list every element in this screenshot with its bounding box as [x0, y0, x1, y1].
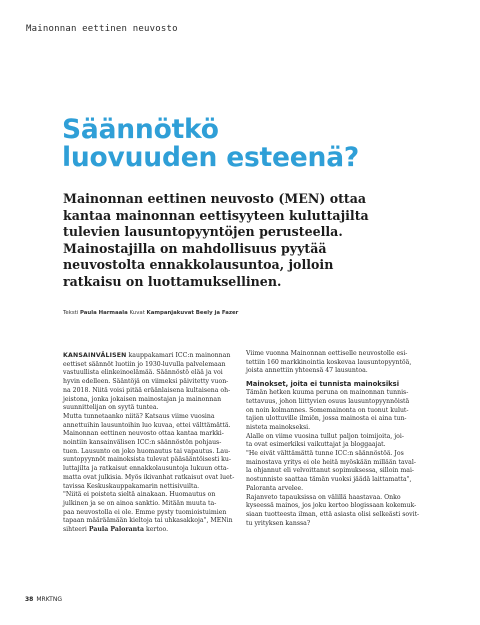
article-headline [62, 116, 442, 172]
body-line: nisteta mainokseksi. [246, 423, 311, 431]
body-line: suunnittelijan on syytä tuntea. [63, 404, 159, 412]
lead-line: neuvostolta ennakkolausuntoa, jolloin [63, 257, 334, 272]
body-line: Tämän hetken kuuma peruna on mainonnan tunnis- [246, 389, 409, 397]
quoted-person-name: Paula Paloranta [88, 526, 144, 534]
body-line: on noin kolmannes. Somemainonta on tuonut kulut- [246, 406, 409, 414]
body-line: Rajanveto tapauksissa on välillä haastavaa. Onko [246, 493, 401, 501]
body-line: vastuullista elinkeinoelämää. Säännöstö elää ja voi [63, 369, 223, 377]
credits-text-label: Teksti [63, 310, 79, 316]
body-line: jeistona, jonka jokaisen mainostajan ja mainonnan [63, 395, 222, 403]
body-line: siaan tuotteesta ilman, että asiasta olisi selkeästi sovit- [246, 510, 420, 518]
body-line: joista annettiin yhteensä 47 lausuntoa. [246, 367, 368, 375]
lead-line: kantaa mainonnan eettisyyteen kuluttajilta [63, 207, 369, 223]
body-line: matta ovat julkisia. Myös ikivanhat ratkaisut ovat luet- [63, 473, 235, 481]
body-line: Mutta tunnetaanko niitä? Katsaus viime vuosina [63, 412, 215, 420]
body-line: hyvin edelleen. Sääntöjä on viimeksi päivitetty vuon- [63, 378, 229, 386]
lead-line: Mainostajilla on mahdollisuus pyytää [63, 240, 327, 256]
body-line: julkinen ja se on ainoa sanktio. Mitään muuta ta- [63, 499, 217, 507]
body-line: paa neuvostolla ei ole. Emme pysty tuomioistuimien [63, 508, 227, 516]
body-line: Paloranta arvelee. [246, 484, 304, 492]
headline-line-2: luovuuden esteenä? [62, 142, 360, 173]
body-line: tapaan määräämään kieltoja tai uhkasakkoja", MENin [63, 517, 233, 525]
body-line: tettiin 160 markkinointia koskevaa lausuntopyyntöä, [246, 358, 412, 366]
page-number: 38 [25, 596, 34, 603]
article-lead [63, 191, 423, 290]
body-line: na 2018. Niitä voisi pitää eräänlaisena kultaisena oh- [63, 386, 231, 394]
page-folio [25, 596, 62, 603]
left-column [63, 352, 238, 535]
body-line: luttajilta ja ratkaisut ennakkolausuntoja lukuun otta- [63, 465, 229, 473]
body-line: eettiset säännöt luotiin jo 1930-luvulla palvelemaan [63, 360, 226, 368]
credits-author: Paula Harmaala [79, 310, 128, 316]
body-line: suntopyynnöt mainoksista tulevat pääsääntöisesti ku- [63, 456, 232, 464]
headline-line-1: Säännötkö [62, 114, 219, 145]
lead-line: ratkaisu on luottamuksellinen. [63, 273, 282, 289]
subheading: Mainokset, joita ei tunnista mainoksiksi [246, 380, 400, 389]
body-line: Mainonnan eettinen neuvosto ottaa kantaa markki- [63, 430, 224, 438]
article-credits [63, 310, 238, 316]
body-line: mainostava yritys ei ole heitä myöskään millään taval- [246, 458, 416, 466]
body-line: la ohjannut eli velvoittanut sopimuksessa, silloin mai- [246, 467, 415, 475]
body-line: tettavuus, johon liittyvien osuus lausuntopyynnöistä [246, 397, 410, 405]
body-line [63, 526, 238, 535]
first-line-rest: kauppakamari ICC:n mainonnan [126, 352, 231, 359]
lead-line: tulevien lausuntopyyntöjen perusteella. [63, 224, 343, 239]
body-line: nostunniste saattaa tämän vuoksi jäädä laittamatta", [246, 476, 412, 484]
magazine-name: MRKTNG [36, 596, 62, 603]
body-line: Alalle on viime vuosina tullut paljon toimijoita, joi- [246, 432, 404, 440]
last-line-suffix: kertoo. [143, 526, 169, 534]
section-label: Mainonnan eettinen neuvosto [26, 24, 178, 34]
lead-line: Mainonnan eettinen neuvosto (MEN) ottaa [63, 191, 367, 206]
body-line [63, 352, 238, 361]
credits-images-source: Kampanjakuvat Beely ja Fazer [146, 310, 239, 316]
body-line: annettuihin lausuntoihin luo kuvaa, ettei välttämättä. [63, 421, 231, 429]
body-line: "Niitä ei poisteta sieltä ainakaan. Huomautus on [63, 491, 216, 499]
body-line: tuen. Lausunto on joko huomautus tai vapautus. Lau- [63, 447, 231, 455]
body-line: tavissa Keskuskauppakamarin nettisivuilta. [63, 482, 200, 490]
credits-images-label: Kuvat [129, 310, 145, 316]
body-line: "He eivät välttämättä tunne ICC:n säännöstöä. Jos [246, 450, 404, 458]
drop-cap-word: KANSAINVÄLISEN [63, 352, 127, 359]
body-line: Viime vuonna Mainonnan eettiselle neuvostolle esi- [246, 350, 408, 357]
body-line: ta ovat esimerkiksi vaikuttajat ja bloggaajat. [246, 441, 386, 449]
last-line-prefix: sihteeri [63, 526, 89, 534]
body-line: kyseessä mainos, jos joku kertoo blogissaan kokemuk- [246, 502, 417, 510]
body-line: nointiin kansainvälisen ICC:n säännöstön pohjaus- [63, 439, 222, 447]
right-column [246, 350, 421, 528]
body-line: tajien ulottuville ilmiön, jossa mainosta ei aina tun- [246, 415, 407, 423]
body-line: tu yrityksen kanssa? [246, 519, 311, 527]
